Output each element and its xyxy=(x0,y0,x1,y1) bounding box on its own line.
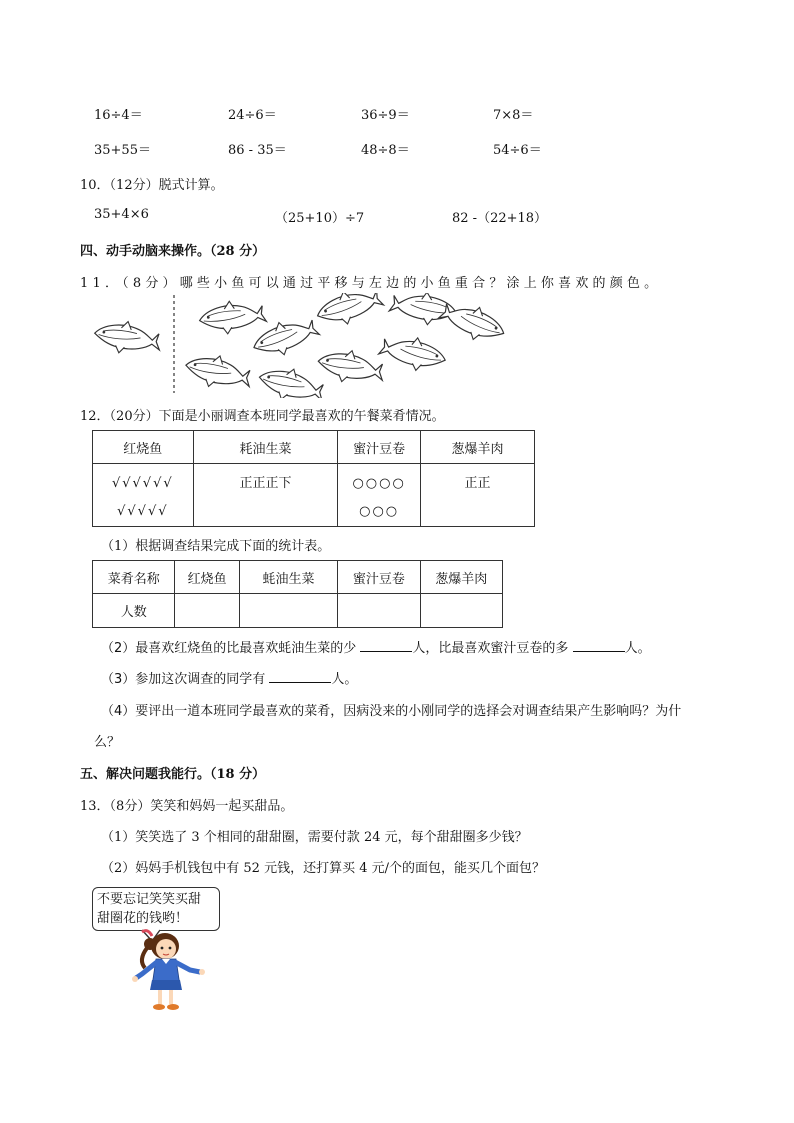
candidate-fish[interactable] xyxy=(256,362,327,398)
stat-row-label: 人数 xyxy=(93,594,175,628)
q12-heading: 12．（20分）下面是小丽调查本班同学最喜欢的午餐菜肴情况。 xyxy=(80,409,445,424)
calc-item: 7×8＝ xyxy=(493,108,534,123)
q10-expression: （25+10）÷7 xyxy=(275,211,365,226)
stat-header: 葱爆羊肉 xyxy=(420,561,502,594)
q12-sub3 xyxy=(101,668,357,687)
calc-item: 48÷8＝ xyxy=(361,143,410,158)
survey-header: 葱爆羊肉 xyxy=(420,431,534,464)
candidate-fish[interactable] xyxy=(316,346,386,387)
fish-figure xyxy=(88,293,518,398)
stat-header: 蜜汁豆卷 xyxy=(338,561,420,594)
speech-bubble xyxy=(92,887,220,931)
reference-fish xyxy=(93,318,162,357)
survey-header: 耗油生菜 xyxy=(193,431,338,464)
q10-heading: 10．（12分）脱式计算。 xyxy=(80,178,224,193)
q12-sub3-text: 人。 xyxy=(331,672,358,687)
calc-item: 35+55＝ xyxy=(94,143,151,158)
calc-item: 36÷9＝ xyxy=(361,108,410,123)
fish-tally: √√√√√ xyxy=(117,504,169,519)
q12-sub2-text: 人。 xyxy=(624,641,651,656)
stat-cell-input[interactable] xyxy=(239,594,337,628)
q10-expression: 35+4×6 xyxy=(94,207,149,222)
calc-item: 16÷4＝ xyxy=(94,108,143,123)
answer-blank[interactable] xyxy=(573,639,625,652)
q13-sub2: （2）妈妈手机钱包中有 52 元钱，还打算买 4 元/个的面包，能买几个面包？ xyxy=(101,861,545,876)
stat-cell-input[interactable] xyxy=(175,594,240,628)
candidate-fish[interactable] xyxy=(198,297,268,338)
lamb-tally: 正正 xyxy=(420,464,534,527)
q12-sub2 xyxy=(101,637,651,656)
stat-cell-input[interactable] xyxy=(338,594,420,628)
stat-cell-input[interactable] xyxy=(420,594,502,628)
stat-header: 蚝油生菜 xyxy=(239,561,337,594)
q12-sub2-text: 人，比最喜欢蜜汁豆卷的多 xyxy=(412,641,569,656)
survey-header: 蜜汁豆卷 xyxy=(338,431,421,464)
q11-text: 11．（8分）哪些小鱼可以通过平移与左边的小鱼重合？涂上你喜欢的颜色。 xyxy=(80,276,662,291)
q12-sub2-text: （2）最喜欢红烧鱼的比最喜欢蚝油生菜的少 xyxy=(101,641,357,656)
calc-item: 86 - 35＝ xyxy=(228,143,287,158)
q12-sub4: 么？ xyxy=(94,735,121,750)
bubble-text: 不要忘记笑笑买甜 xyxy=(97,892,202,907)
rolls-tally: ○○○○ xyxy=(352,476,406,491)
survey-header: 红烧鱼 xyxy=(93,431,194,464)
stat-header: 红烧鱼 xyxy=(175,561,240,594)
lettuce-tally: 正正正下 xyxy=(193,464,338,527)
survey-table xyxy=(92,430,535,527)
candidate-fish[interactable] xyxy=(313,293,386,332)
fish-tally: √√√√√√ xyxy=(111,476,174,491)
answer-blank[interactable] xyxy=(360,639,412,652)
q12-sub3-text: （3）参加这次调查的同学有 xyxy=(101,672,266,687)
girl-illustration xyxy=(128,928,228,1016)
stat-header: 菜肴名称 xyxy=(93,561,175,594)
q10-expression: 82 -（22+18） xyxy=(452,211,548,226)
rolls-tally: ○○○ xyxy=(359,504,400,519)
bubble-text: 甜圈花的钱哟！ xyxy=(97,911,189,926)
section-heading: 四、动手动脑来操作。（28 分） xyxy=(80,244,266,259)
stat-table xyxy=(92,560,503,628)
candidate-fish[interactable] xyxy=(183,350,254,393)
calc-item: 24÷6＝ xyxy=(228,108,277,123)
q12-sub1: （1）根据调查结果完成下面的统计表。 xyxy=(101,539,331,554)
answer-blank[interactable] xyxy=(269,670,331,683)
section-heading: 五、解决问题我能行。（18 分） xyxy=(80,767,266,782)
calc-item: 54÷6＝ xyxy=(493,143,542,158)
q13-sub1: （1）笑笑选了 3 个相同的甜甜圈，需要付款 24 元，每个甜甜圈多少钱？ xyxy=(101,830,528,845)
q12-sub4: （4）要评出一道本班同学最喜欢的菜肴，因病没来的小刚同学的选择会对调查结果产生影响吗？为什 xyxy=(101,704,682,719)
q13-heading: 13．（8分）笑笑和妈妈一起买甜品。 xyxy=(80,799,294,814)
candidate-fish[interactable] xyxy=(377,330,449,377)
